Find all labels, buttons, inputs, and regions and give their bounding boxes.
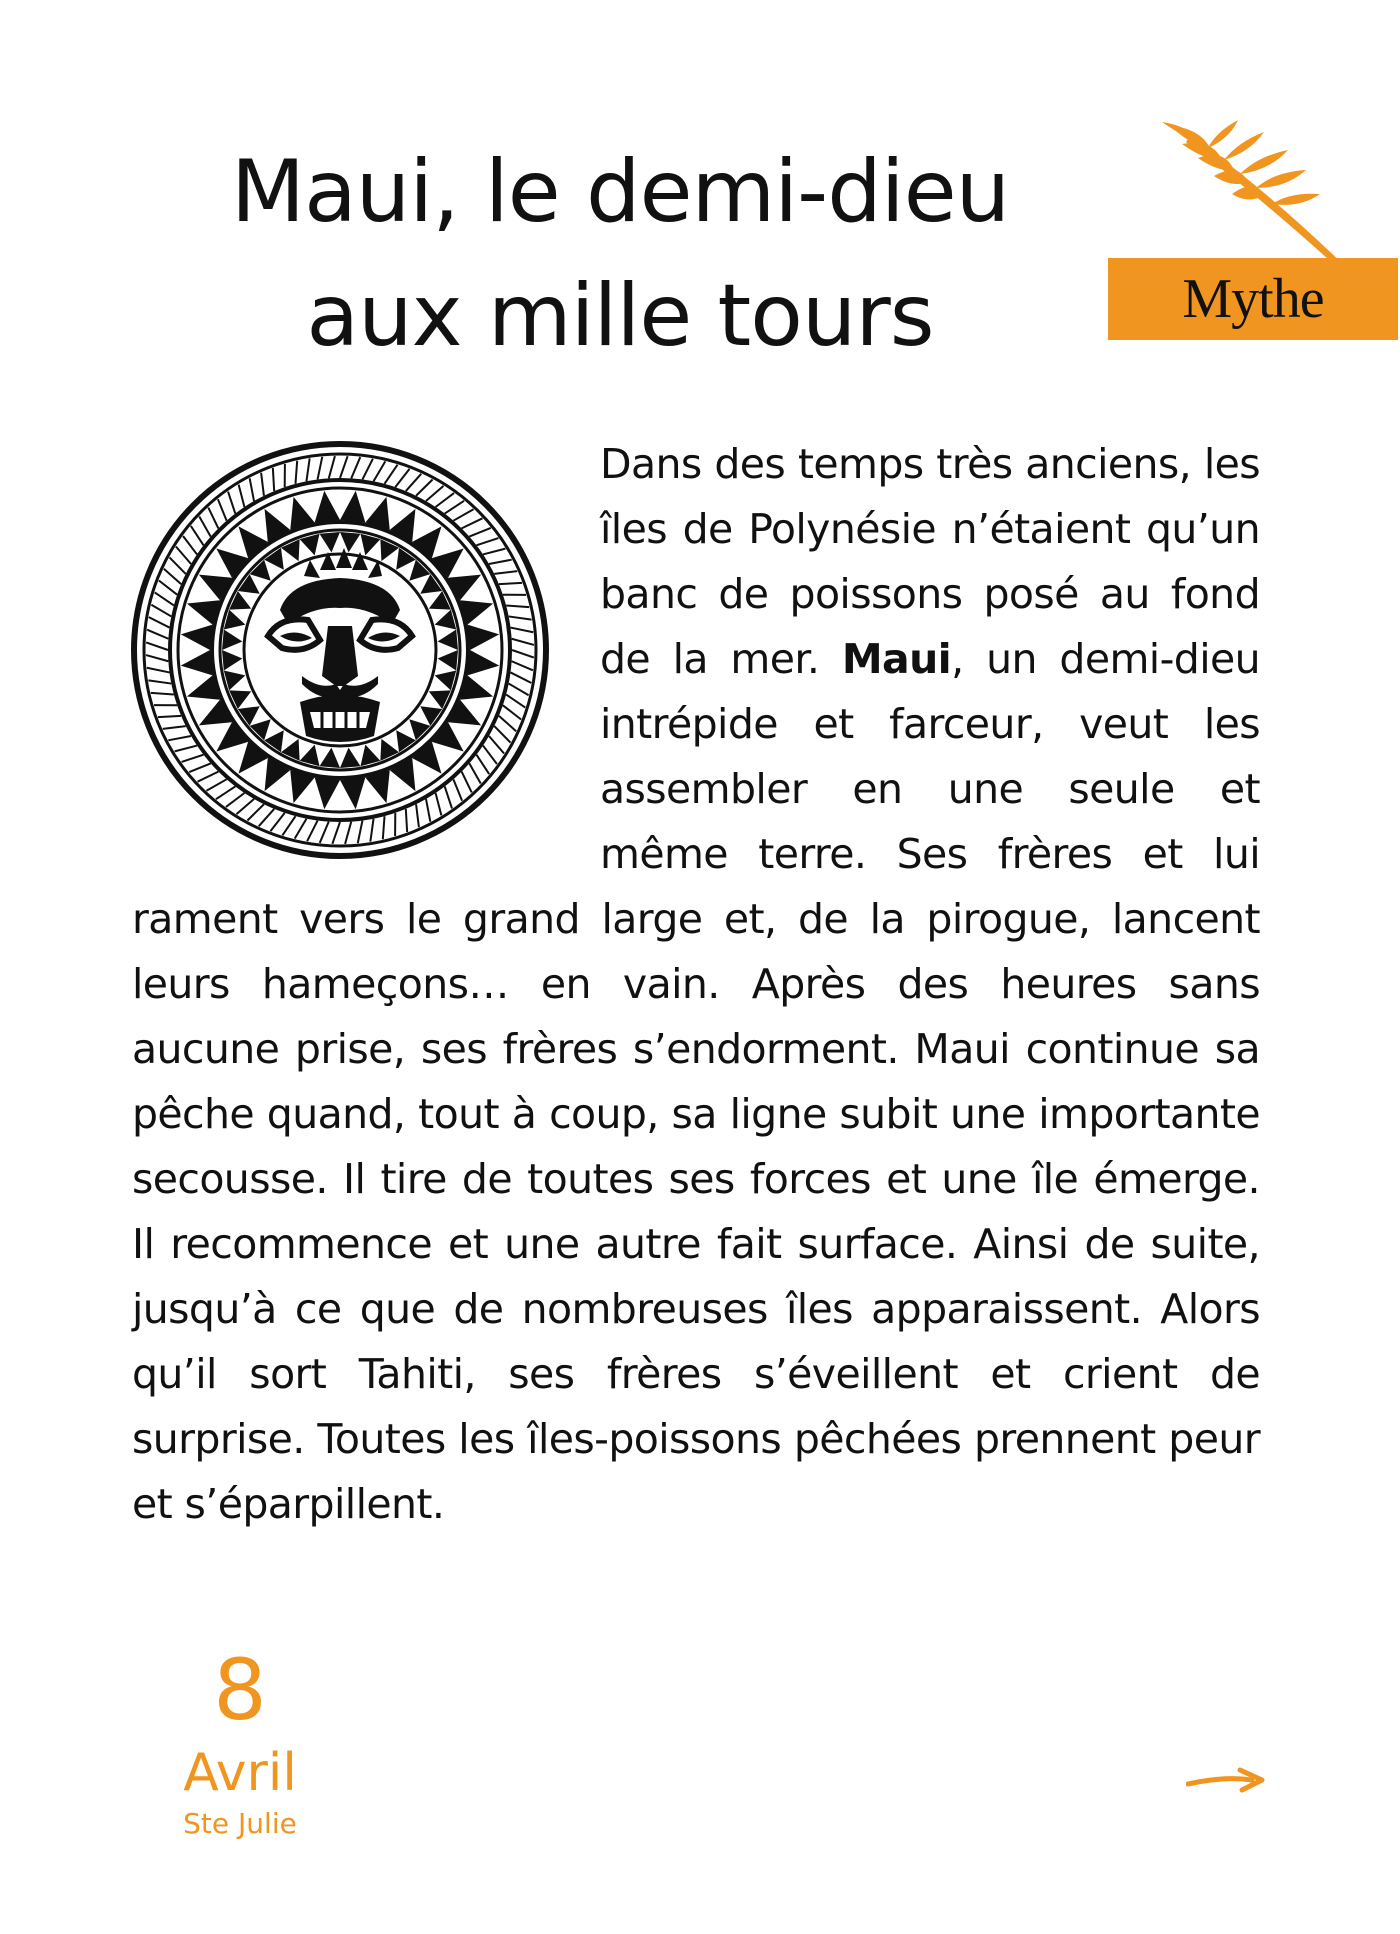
date-saint: Ste Julie	[183, 1807, 297, 1840]
palm-branch-icon	[1160, 118, 1350, 268]
category-label: Mythe	[1182, 268, 1324, 330]
arrow-right-icon[interactable]	[1186, 1766, 1266, 1796]
story-text-intro: Dans des temps très anciens, les îles de Polynésie n’étaient qu’un banc de poissons posé au fond de la mer.	[600, 440, 1260, 683]
date-day: 8	[213, 1641, 267, 1739]
story-paragraph	[132, 432, 1260, 1537]
illustration-wrap-space	[132, 432, 600, 887]
category-tag	[1108, 258, 1398, 340]
page-title	[120, 130, 1120, 378]
title-line-1: Maui, le demi-dieu	[230, 142, 1010, 242]
story-hero-name: Maui	[841, 635, 952, 683]
date-month: Avril	[183, 1743, 297, 1803]
story-text-rest: , un demi-dieu intrépide et farceur, veut les assembler en une seule et même terre. Ses frères et lui rament vers le grand large et, de la pirogue, lancent leurs hameçons… en vain. Après des heures sans aucune prise, ses frères s’endorment. Maui continue sa pêche quand, tout à coup, sa ligne subit une importante secousse. Il tire de toutes ses forces et une île émerge. Il recommence et une autre fait surface. Ainsi de suite, jusqu’à ce que de nombreuses îles apparaissent. Alors qu’il sort Tahiti, ses frères s’éveillent et crient de surprise. Toutes les îles-poissons pêchées prennent peur et s’éparpillent.	[132, 635, 1260, 1528]
title-line-2: aux mille tours	[306, 266, 934, 366]
